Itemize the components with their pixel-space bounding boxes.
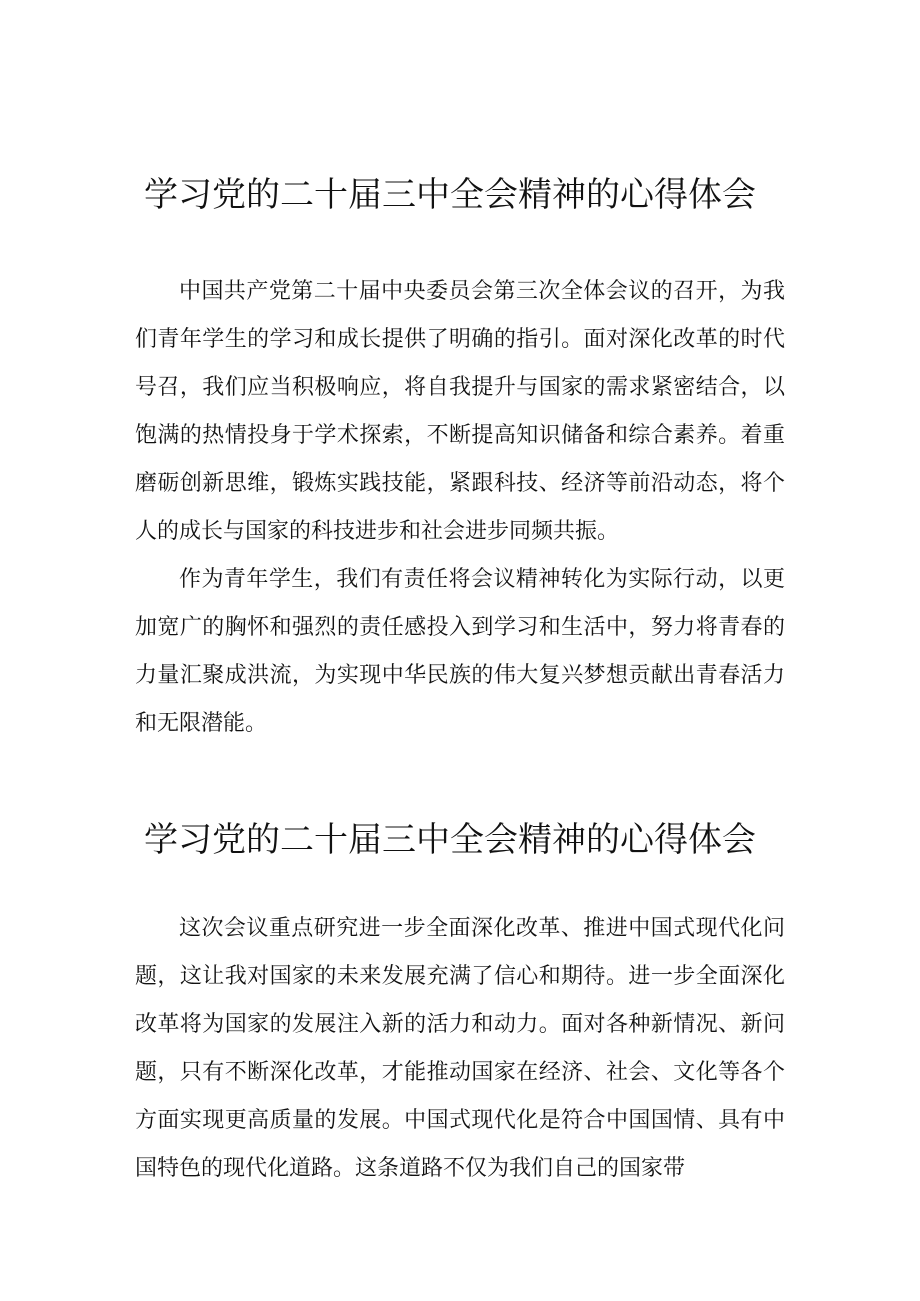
section-title: 学习党的二十届三中全会精神的心得体会 [144, 175, 756, 215]
paragraph: 这次会议重点研究进一步全面深化改革、推进中国式现代化问题，这让我对国家的未来发展充满了信心和期待。进一步全面深化改革将为国家的发展注入新的活力和动力。面对各种新情况、新问题，只有不断深化改革，才能推动国家在经济、社会、文化等各个方面实现更高质量的发展。中国式现代化是符合中国国情、具有中国特色的现代化道路。这条道路不仅为我们自己的国家带 [135, 916, 785, 1181]
section-title: 学习党的二十届三中全会精神的心得体会 [144, 820, 756, 860]
section-body [135, 268, 785, 748]
paragraph: 作为青年学生，我们有责任将会议精神转化为实际行动，以更加宽广的胸怀和强烈的责任感投入到学习和生活中，努力将青春的力量汇聚成洪流，为实现中华民族的伟大复兴梦想贡献出青春活力和无限潜能。 [135, 567, 785, 736]
section-body [135, 905, 785, 1193]
paragraph: 中国共产党第二十届中央委员会第三次全体会议的召开，为我们青年学生的学习和成长提供了明确的指引。面对深化改革的时代号召，我们应当积极响应，将自我提升与国家的需求紧密结合，以饱满的热情投身于学术探索，不断提高知识储备和综合素养。着重磨砺创新思维，锻炼实践技能，紧跟科技、经济等前沿动态，将个人的成长与国家的科技进步和社会进步同频共振。 [135, 279, 785, 544]
